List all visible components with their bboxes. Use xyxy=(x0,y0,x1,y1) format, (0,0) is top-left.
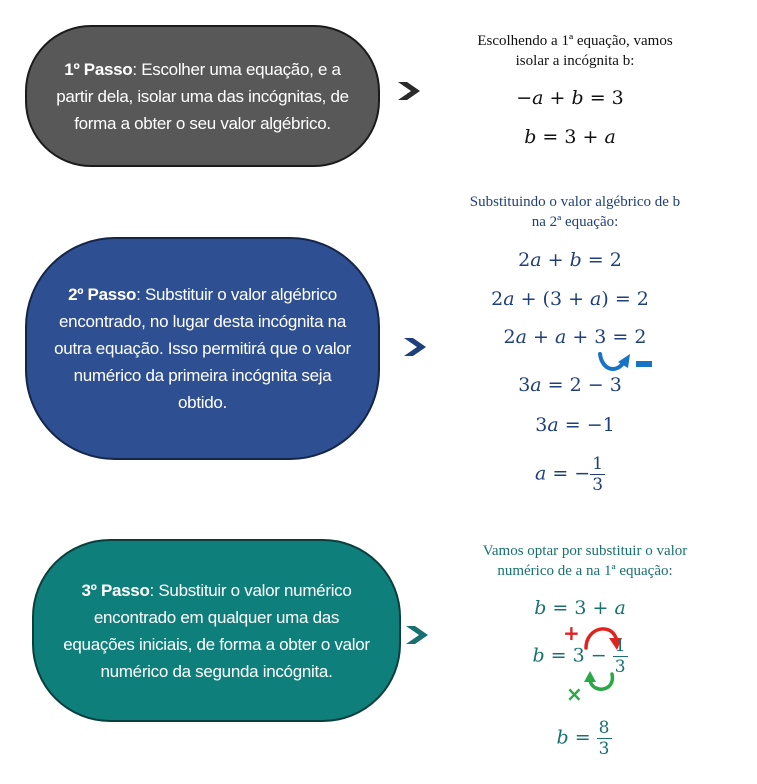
times-sign-icon: × xyxy=(566,682,583,706)
section-2-intro-line-2: na 2ª equação: xyxy=(531,214,619,230)
section-3-intro xyxy=(425,541,745,581)
step-2-text: : Substituir o valor algébrico encontrado, no lugar desta incógnita na outra equação. Isso permitirá que o valor numérico da primeira incógnita seja obtido. xyxy=(54,285,351,412)
section-2-intro-line-1: Substituindo o valor algébrico de b xyxy=(469,194,681,210)
section-2-equation-5: 3a = −1 xyxy=(535,414,615,436)
section-2-equation-6: a = − $\frac{1}{3}$ xyxy=(534,454,604,495)
green-curved-arrow-icon xyxy=(582,668,622,696)
section-3-intro-line-2: numérico de a na 1ª equação: xyxy=(497,563,673,579)
section-3-equation-1: b = 3 + a xyxy=(534,597,626,619)
step-2-box xyxy=(25,237,380,460)
section-2-equation-1: 2a + b = 2 xyxy=(518,249,622,271)
section-3-equation-2: b = 3 − $\frac{1}{3}$ xyxy=(532,636,626,677)
step-1-title: 1º Passo xyxy=(64,59,133,79)
chevron-right-icon-1 xyxy=(398,82,420,100)
chevron-right-icon-2 xyxy=(404,338,426,356)
section-2-intro xyxy=(425,192,725,232)
section-3-equation-3: b = $\frac{8}{3}$ xyxy=(556,718,610,759)
section-1-intro xyxy=(430,31,720,71)
section-1-intro-line-2: isolar a incógnita b: xyxy=(515,53,635,69)
section-1-intro-line-1: Escolhendo a 1ª equação, vamos xyxy=(477,33,673,49)
minus-sign-icon xyxy=(636,361,652,367)
chevron-right-icon-3 xyxy=(406,626,428,644)
section-1-equation-1: −a + b = 3 xyxy=(516,87,624,109)
step-2-title: 2º Passo xyxy=(68,285,137,304)
step-3-box xyxy=(32,539,401,722)
section-1-equation-2: b = 3 + a xyxy=(524,126,616,148)
section-2-equation-3: 2a + a + 3 = 2 xyxy=(503,326,647,348)
step-3-text: : Substituir o valor numérico encontrado em qualquer uma das equações iniciais, de forma a obter o valor numérico da segunda incógnita. xyxy=(63,580,370,681)
step-1-box xyxy=(25,25,380,167)
step-1-text: : Escolher uma equação, e a partir dela, isolar uma das incógnitas, de forma a obter o seu valor algébrico. xyxy=(56,59,349,133)
section-3-intro-line-1: Vamos optar por substituir o valor xyxy=(482,543,688,559)
step-3-title: 3º Passo xyxy=(81,580,150,600)
plus-sign-icon: + xyxy=(563,621,580,645)
section-2-equation-4: 3a = 2 − 3 xyxy=(518,374,622,396)
section-2-equation-2: 2a + (3 + a) = 2 xyxy=(491,288,649,310)
